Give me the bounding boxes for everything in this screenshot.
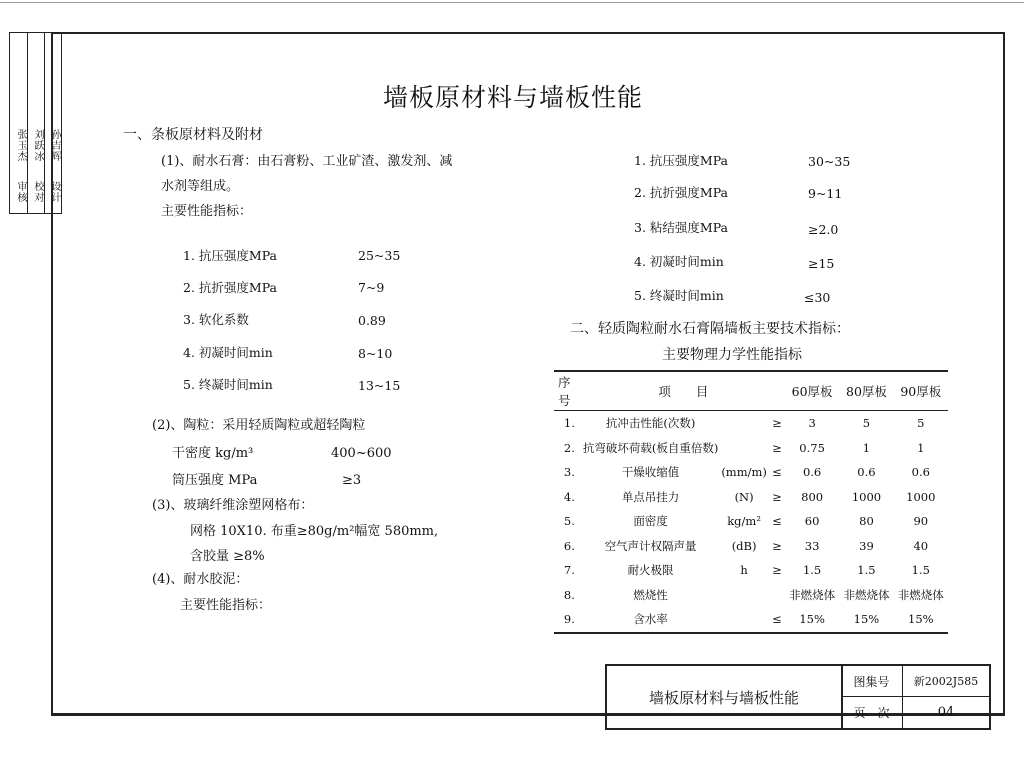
row-value-60: 3 [808,416,816,431]
approval-name-check: 刘跃冰 [32,129,43,162]
gypsum-line1: (1)、耐水石膏：由石膏粉、工业矿渣、激发剂、减 [161,154,453,169]
ceramsite-strength-value: ≥3 [342,473,362,488]
mortar-spec-label: 3. 粘结强度MPa [634,220,729,235]
ceramsite-density-value: 400~600 [331,446,392,461]
row-item: 干燥收缩值 [621,465,680,480]
table-row [554,485,948,510]
row-value-60: 33 [804,538,820,553]
row-comparator: ≥ [772,416,782,431]
mesh-line2: 网格 10X10. 布重≥80g/m²幅宽 580mm, [190,524,439,539]
row-comparator: ≤ [772,465,782,480]
gypsum-spec-value: 13~15 [358,378,401,393]
mortar-spec-label: 4. 初凝时间min [634,254,724,269]
row-value-60: 0.75 [799,440,825,455]
table-row [554,411,948,436]
gypsum-spec-value: 0.89 [358,313,386,328]
table-row [554,534,948,559]
row-value-60: 60 [804,514,820,529]
row-value-60: 0.6 [802,465,822,480]
table-row [554,607,948,633]
gypsum-spec-label: 5. 终凝时间min [183,377,273,392]
performance-table [554,370,948,634]
atlas-value: 新2002J585 [903,666,989,697]
page-title: 墙板原材料与墙板性能 [382,83,643,112]
row-value-90: 1000 [906,489,936,504]
approval-name-design: 孙吉辉 [49,129,60,162]
ceramsite-density-label: 干密度 kg/m³ [172,446,254,461]
gypsum-spec-label: 2. 抗折强度MPa [183,280,278,295]
mortar-spec-value: ≤30 [804,290,831,305]
gypsum-spec-value: 25~35 [358,248,401,263]
gypsum-line2: 水剂等组成。 [161,179,240,194]
row-value-80: 39 [859,538,874,553]
row-number: 5. [563,514,575,529]
row-number: 9. [554,607,582,633]
atlas-label: 图集号 [841,666,903,697]
row-comparator: ≥ [772,489,782,504]
row-value-80: 5 [862,416,871,431]
row-comparator [769,583,785,608]
row-unit [720,583,769,608]
row-item: 单点吊挂力 [621,489,680,504]
row-value-60: 非燃烧体 [789,587,836,602]
row-comparator: ≥ [772,440,782,455]
mortar-spec-value: 30~35 [808,154,851,169]
row-value-80: 1000 [851,489,882,504]
row-comparator: ≥ [772,563,782,578]
row-number: 3. [563,465,575,480]
col-header-90: 90厚板 [894,371,948,411]
row-number: 1. [563,416,575,431]
section2-heading: 二、轻质陶粒耐水石膏隔墙板主要技术指标： [570,321,850,337]
row-unit: h [740,563,748,578]
row-value-90: 1.5 [911,563,930,578]
table-row [554,436,948,461]
approval-strip [9,32,62,214]
row-unit: (mm/m) [721,465,767,480]
title-block [605,664,991,730]
gypsum-spec-value: 8~10 [358,346,393,361]
gypsum-spec-value: 7~9 [358,280,385,295]
row-number: 2. [563,440,575,455]
table-row [554,460,948,485]
col-header-no: 序号 [554,371,582,411]
gypsum-indices-heading: 主要性能指标： [161,204,253,219]
section2-subheading: 主要物理力学性能指标 [662,347,802,363]
mortar-spec-label: 1. 抗压强度MPa [634,153,729,168]
approval-label-check: 校对 [32,181,43,203]
row-item: 含水率 [582,607,720,633]
row-comparator: ≤ [772,514,782,529]
approval-name-review: 张玉杰 [15,129,26,162]
row-unit [720,607,769,633]
row-number: 7. [563,563,575,578]
row-value-90: 非燃烧体 [897,587,944,602]
ceramsite-line1: (2)、陶粒：采用轻质陶粒或超轻陶粒 [152,418,366,433]
row-value-90: 90 [913,514,929,529]
row-value-60: 800 [801,489,824,504]
row-item: 空气声计权隔声量 [604,538,697,553]
col-header-item: 项 目 [582,371,785,411]
table-header-row [554,371,948,411]
row-unit: (N) [734,489,754,504]
ceramsite-strength-label: 筒压强度 MPa [172,473,258,488]
row-comparator: ≥ [772,538,782,553]
col-header-60: 60厚板 [785,371,839,411]
row-item: 燃烧性 [633,587,668,602]
mortar-line1: (4)、耐水胶泥： [152,572,249,587]
col-header-80: 80厚板 [839,371,893,411]
row-value-90: 5 [917,416,925,431]
mesh-line1: (3)、玻璃纤维涂塑网格布： [152,498,314,513]
row-item: 抗弯破坏荷载(板自重倍数) [582,440,719,455]
row-number: 6. [563,538,575,553]
row-unit [720,436,769,461]
row-unit: (dB) [731,538,757,553]
title-block-name: 墙板原材料与墙板性能 [607,666,843,728]
gypsum-spec-label: 3. 软化系数 [183,312,249,327]
mortar-spec-label: 5. 终凝时间min [634,288,724,303]
row-value-90: 0.6 [911,465,930,480]
mortar-line2: 主要性能指标： [180,598,272,613]
row-value-60: 15% [785,607,839,633]
row-item: 抗冲击性能(次数) [605,416,696,431]
row-item: 面密度 [633,514,668,529]
mesh-line3: 含胶量 ≥8% [190,549,265,564]
approval-label-design: 设计 [49,181,60,203]
page-label: 页 次 [841,697,903,728]
row-value-90: 40 [913,538,929,553]
row-value-90: 1 [917,440,925,455]
row-unit: kg/m² [727,514,761,529]
row-value-80: 80 [859,514,874,529]
approval-label-review: 审核 [15,181,26,203]
row-number: 4. [563,489,575,504]
row-number: 8. [563,587,575,602]
row-item: 耐火极限 [627,563,674,578]
table-row [554,583,948,608]
row-value-90: 15% [894,607,948,633]
row-value-80: 1 [862,440,871,455]
row-unit [720,411,769,436]
row-value-80: 1.5 [857,563,876,578]
row-value-80: 0.6 [857,465,876,480]
row-value-80: 15% [839,607,893,633]
mortar-spec-value: 9~11 [808,186,843,201]
scan-top-edge [0,2,1024,3]
mortar-spec-label: 2. 抗折强度MPa [634,185,729,200]
mortar-spec-value: ≥2.0 [808,222,839,237]
row-value-60: 1.5 [802,563,822,578]
gypsum-spec-label: 4. 初凝时间min [183,345,273,360]
gypsum-spec-label: 1. 抗压强度MPa [183,248,278,263]
table-row [554,509,948,534]
mortar-spec-value: ≥15 [808,256,835,271]
table-row [554,558,948,583]
section1-heading: 一、条板原材料及附材 [123,127,263,143]
row-comparator: ≤ [769,607,785,633]
row-value-80: 非燃烧体 [843,587,890,602]
page-value: 04 [937,705,955,720]
